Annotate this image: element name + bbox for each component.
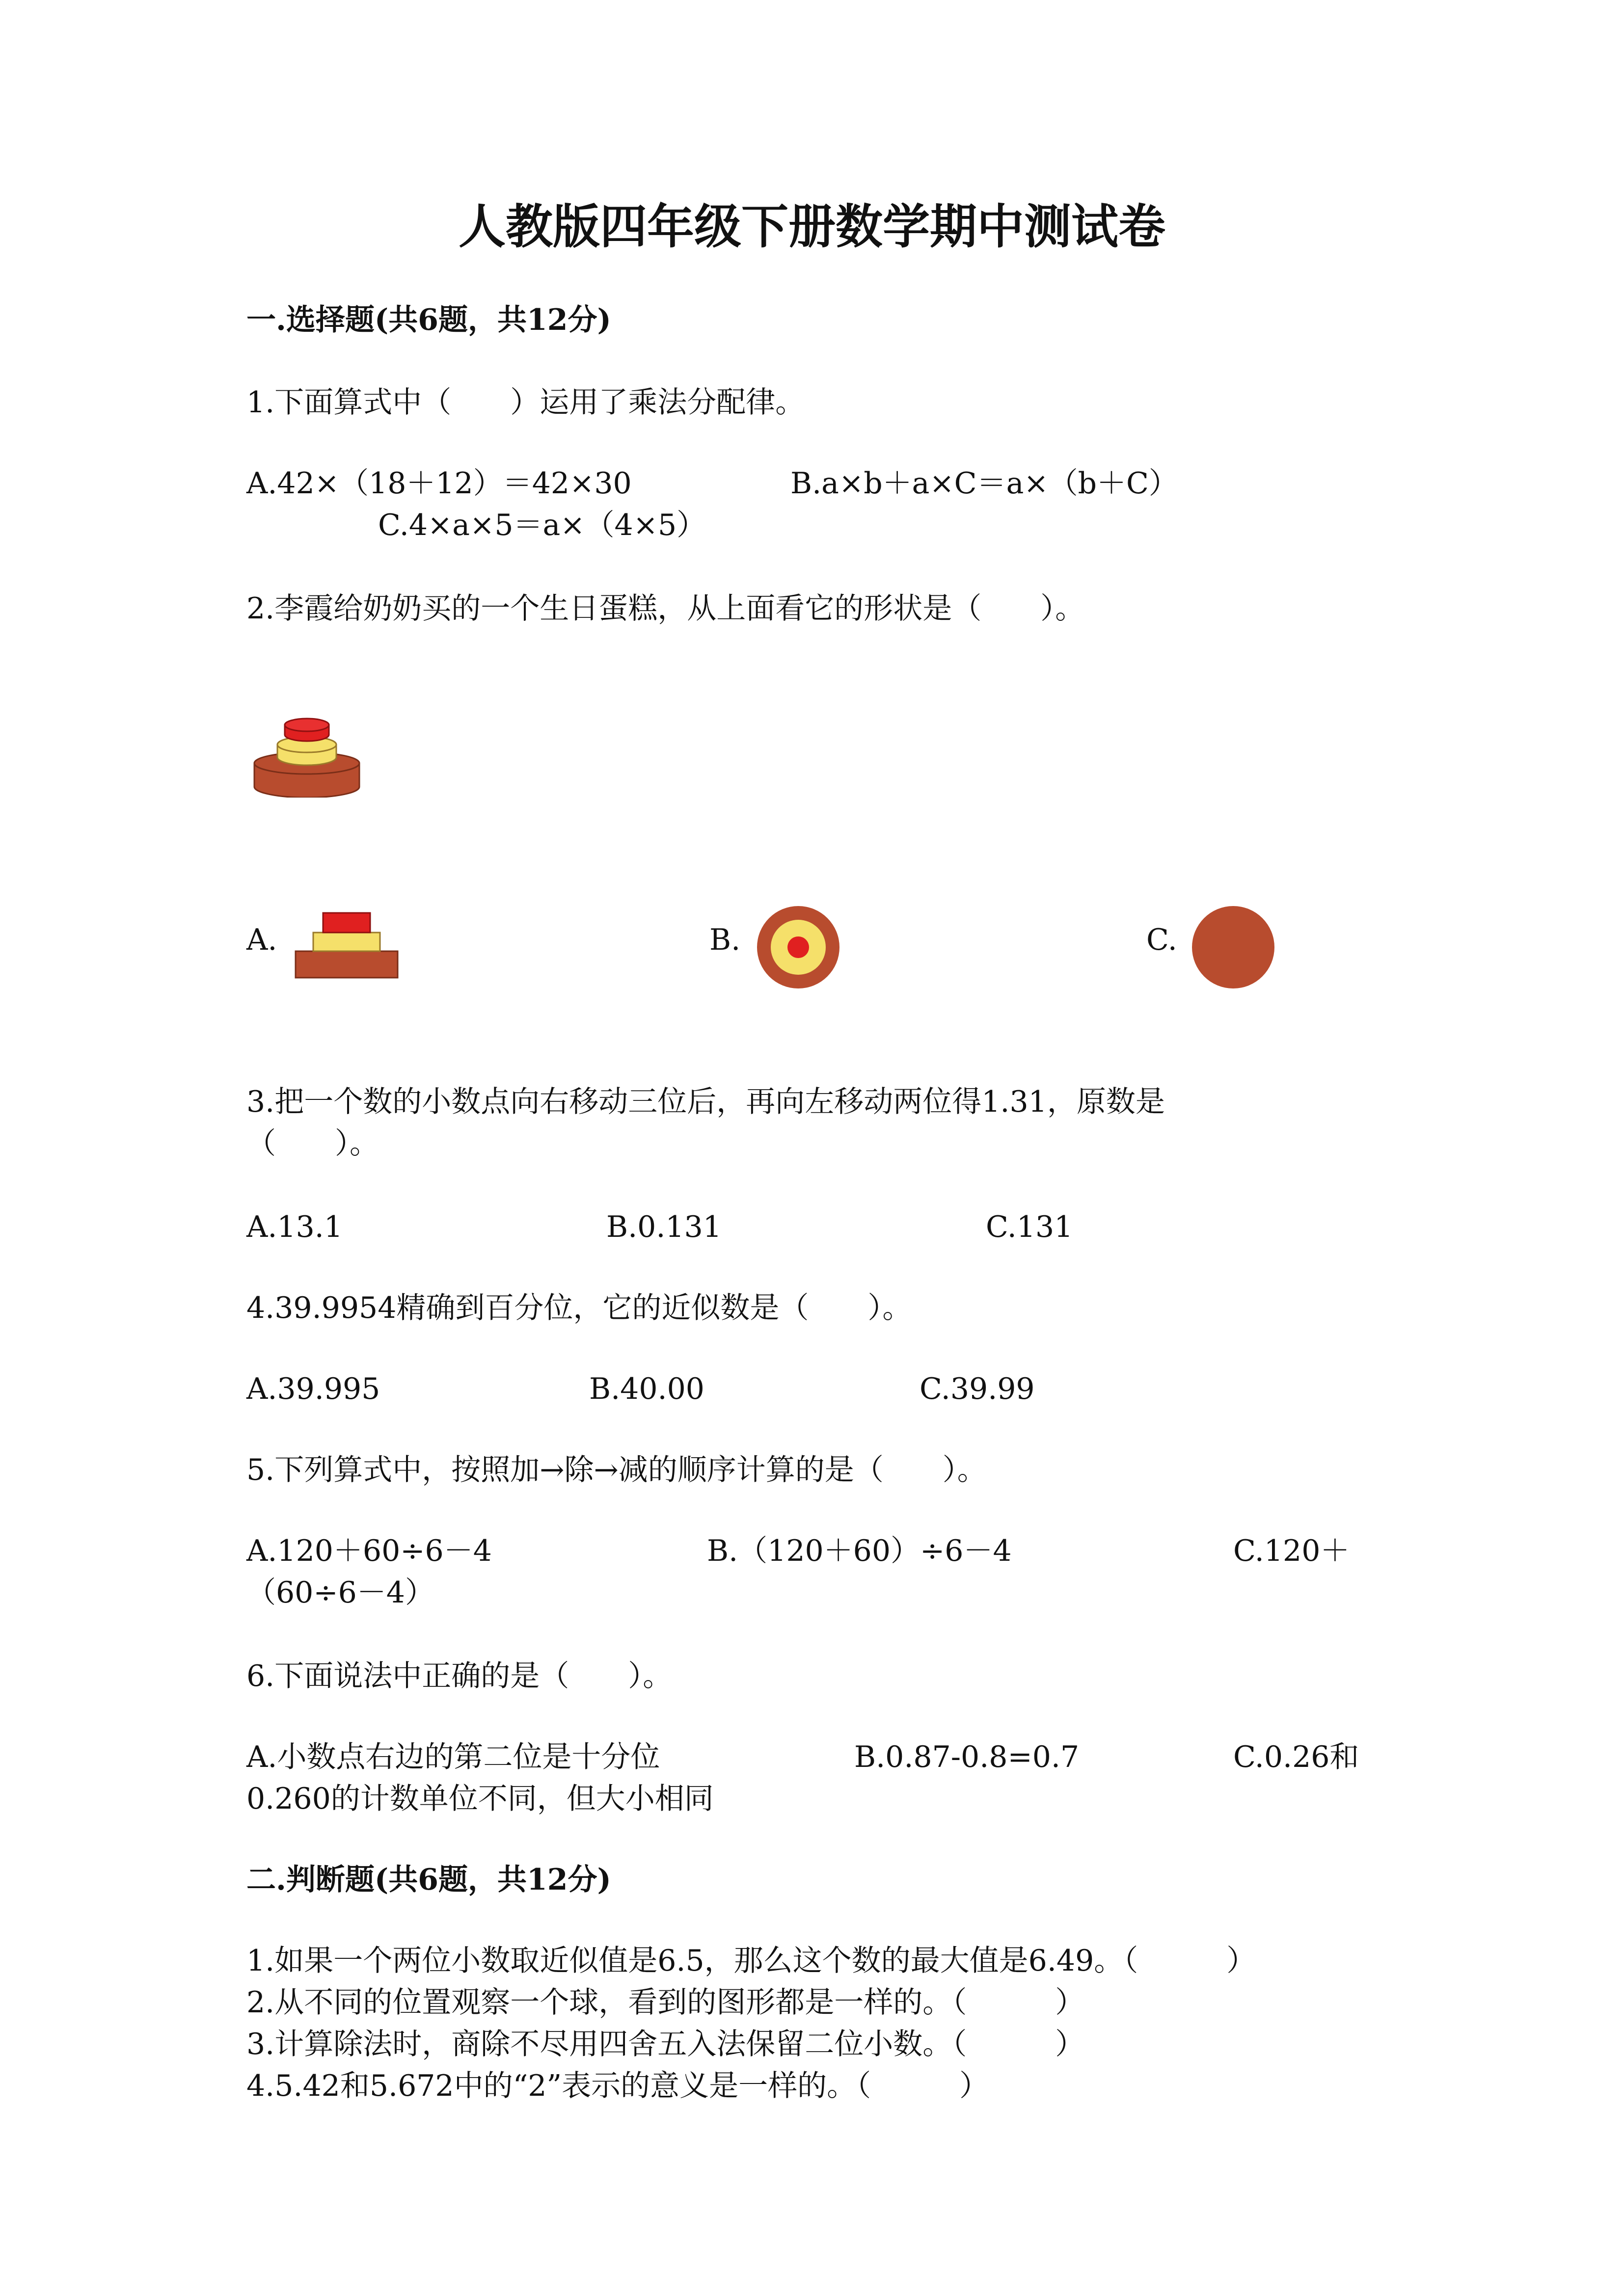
question-3-stem-line-1: 3.把一个数的小数点向右移动三位后，再向左移动两位得1.31，原数是 [246, 1085, 1165, 1119]
question-1-option-b: B.a×b＋a×C＝a×（b＋C） [790, 466, 1178, 501]
question-4-option-c: C.39.99 [920, 1372, 1035, 1406]
question-1-stem: 1.下面算式中（ ）运用了乘法分配律。 [246, 385, 805, 420]
question-5-stem: 5.下列算式中，按照加→除→减的顺序计算的是（ ）。 [246, 1453, 987, 1487]
section-heading-judge: 二.判断题(共6题，共12分) [246, 1863, 611, 1897]
question-5-option-c: C.120＋ [1233, 1534, 1350, 1568]
section-heading-choice: 一.选择题(共6题，共12分) [246, 303, 611, 337]
question-6-option-c: C.0.26和 [1233, 1740, 1359, 1774]
question-6-option-c-continued: 0.260的计数单位不同，但大小相同 [246, 1782, 714, 1816]
question-1-option-c: C.4×a×5＝a×（4×5） [378, 508, 706, 542]
cake-plain-circle-figure [1189, 903, 1277, 991]
judge-item-1: 1.如果一个两位小数取近似值是6.5，那么这个数的最大值是6.49。（ ） [246, 1944, 1256, 1978]
question-6-stem: 6.下面说法中正确的是（ ）。 [246, 1659, 673, 1693]
question-2-option-b-label: B. [709, 923, 741, 957]
cake-top-view-concentric-figure [754, 903, 842, 991]
question-3-option-b: B.0.131 [606, 1210, 722, 1244]
judge-item-2: 2.从不同的位置观察一个球，看到的图形都是一样的。（ ） [246, 1985, 1085, 2020]
question-4-option-a: A.39.995 [246, 1372, 380, 1406]
question-4-option-b: B.40.00 [589, 1372, 704, 1406]
question-6-option-b: B.0.87-0.8=0.7 [854, 1740, 1080, 1774]
judge-item-3: 3.计算除法时，商除不尽用四舍五入法保留二位小数。（ ） [246, 2027, 1085, 2061]
question-2-stem: 2.李霞给奶奶买的一个生日蛋糕，从上面看它的形状是（ ）。 [246, 591, 1085, 626]
question-2-option-a-label: A. [246, 923, 277, 957]
question-5-option-c-continued: （60÷6－4） [246, 1575, 434, 1610]
question-5-option-a: A.120＋60÷6－4 [246, 1534, 492, 1568]
question-3-stem-line-2: （ ）。 [246, 1126, 379, 1161]
question-2-option-c-label: C. [1146, 923, 1177, 957]
birthday-cake-figure [250, 714, 363, 798]
cake-side-view-figure [294, 906, 400, 980]
question-6-option-a: A.小数点右边的第二位是十分位 [246, 1740, 660, 1774]
question-4-stem: 4.39.9954精确到百分位，它的近似数是（ ）。 [246, 1291, 912, 1325]
page-title: 人教版四年级下册数学期中测试卷 [459, 199, 1165, 254]
question-1-option-a: A.42×（18＋12）＝42×30 [246, 466, 632, 501]
judge-item-4: 4.5.42和5.672中的“2”表示的意义是一样的。（ ） [246, 2069, 989, 2103]
question-5-option-b: B.（120＋60）÷6－4 [707, 1534, 1012, 1568]
question-3-option-c: C.131 [986, 1210, 1073, 1244]
question-3-option-a: A.13.1 [246, 1210, 343, 1244]
